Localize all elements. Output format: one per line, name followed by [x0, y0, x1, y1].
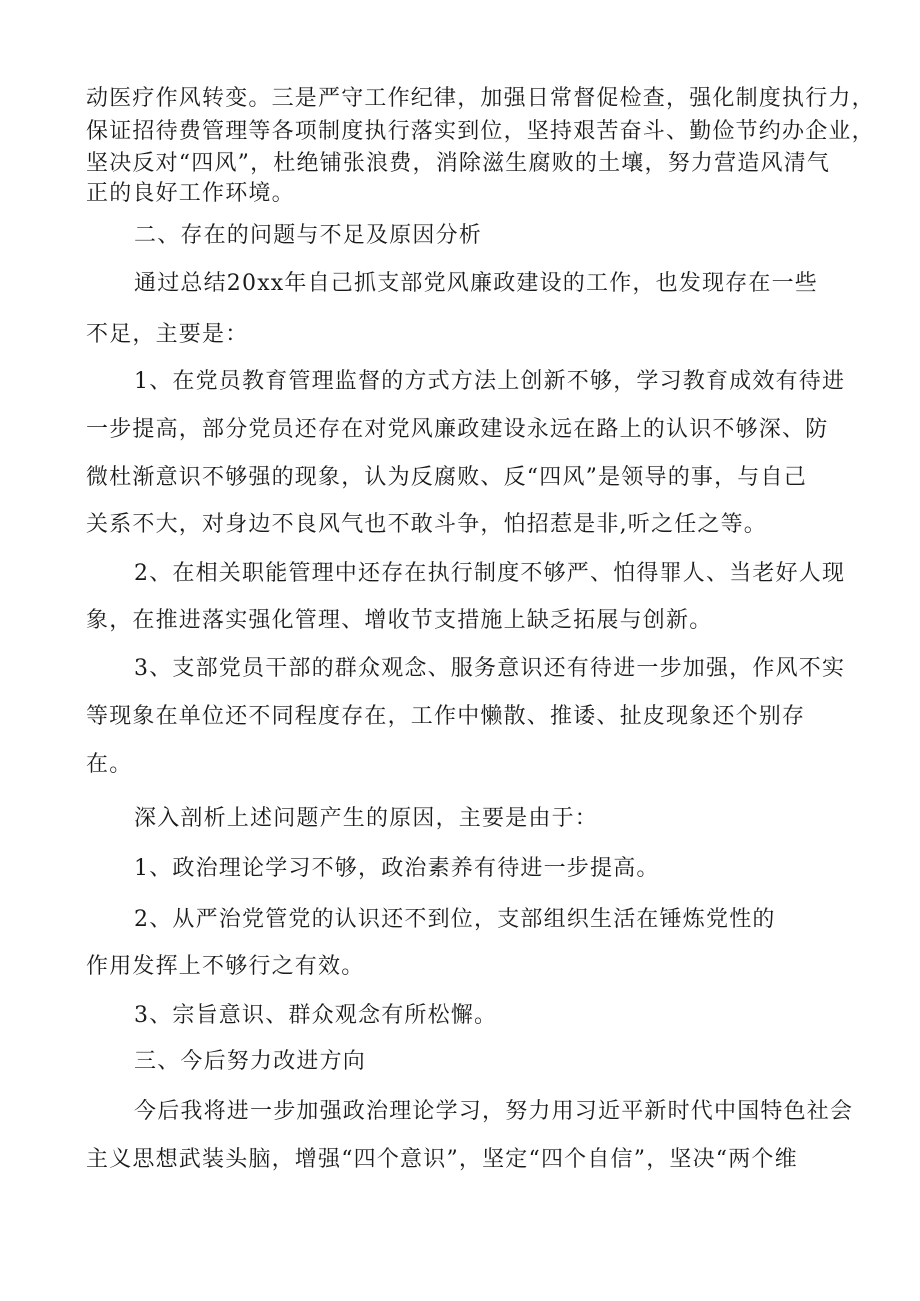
text-line: 保证招待费管理等各项制度执行落实到位，坚持艰苦奋斗、勤俭节约办企业， [86, 119, 875, 144]
text-line: 2、在相关职能管理中还存在执行制度不够严、怕得罪人、当老好人现 [134, 561, 846, 586]
text-line: 坚决反对“四风”，杜绝铺张浪费，消除滋生腐败的土壤，努力营造风清气 [86, 151, 831, 176]
text-line: 今后我将进一步加强政治理论学习，努力用习近平新时代中国特色社会 [134, 1099, 854, 1124]
text-line: 2、从严治党管党的认识还不到位，支部组织生活在锤炼党性的 [134, 907, 776, 932]
text-line: 3、宗旨意识、群众观念有所松懈。 [134, 1003, 498, 1028]
section-heading: 二、存在的问题与不足及原因分析 [134, 223, 483, 248]
text-line: 3、支部党员干部的群众观念、服务意识还有待进一步加强，作风不实 [134, 656, 846, 681]
text-line: 1、在党员教育管理监督的方式方法上创新不够，学习教育成效有待进 [134, 369, 846, 394]
text-line: 主义思想武装头脑，增强“四个意识”，坚定“四个自信”，坚决“两个维 [86, 1147, 798, 1172]
text-line: 象，在推进落实强化管理、增收节支措施上缺乏拓展与创新。 [86, 608, 713, 633]
text-line: 一步提高，部分党员还存在对党风廉政建设永远在路上的认识不够深、防 [86, 417, 829, 442]
text-line: 关系不大，对身边不良风气也不敢斗争，怕招惹是非,听之任之等。 [86, 512, 767, 537]
text-line: 1、政治理论学习不够，政治素养有待进一步提高。 [134, 856, 660, 881]
text-line: 作用发挥上不够行之有效。 [86, 954, 365, 979]
text-line: 正的良好工作环境。 [86, 181, 295, 206]
text-line: 通过总结20xx年自己抓支部党风廉政建设的工作，也发现存在一些 [134, 271, 819, 296]
text-line: 不足，主要是： [86, 322, 249, 347]
text-line: 微杜渐意识不够强的现象，认为反腐败、反“四风”是领导的事，与自己 [86, 465, 807, 490]
section-heading: 三、今后努力改进方向 [134, 1049, 367, 1074]
text-line: 深入剖析上述问题产生的原因，主要是由于： [134, 806, 599, 831]
text-line: 等现象在单位还不同程度存在，工作中懒散、推诿、扯皮现象还个别存 [86, 704, 806, 729]
text-line: 动医疗作风转变。三是严守工作纪律，加强日常督促检查，强化制度执行力， [86, 86, 875, 111]
text-line: 在。 [86, 752, 133, 777]
